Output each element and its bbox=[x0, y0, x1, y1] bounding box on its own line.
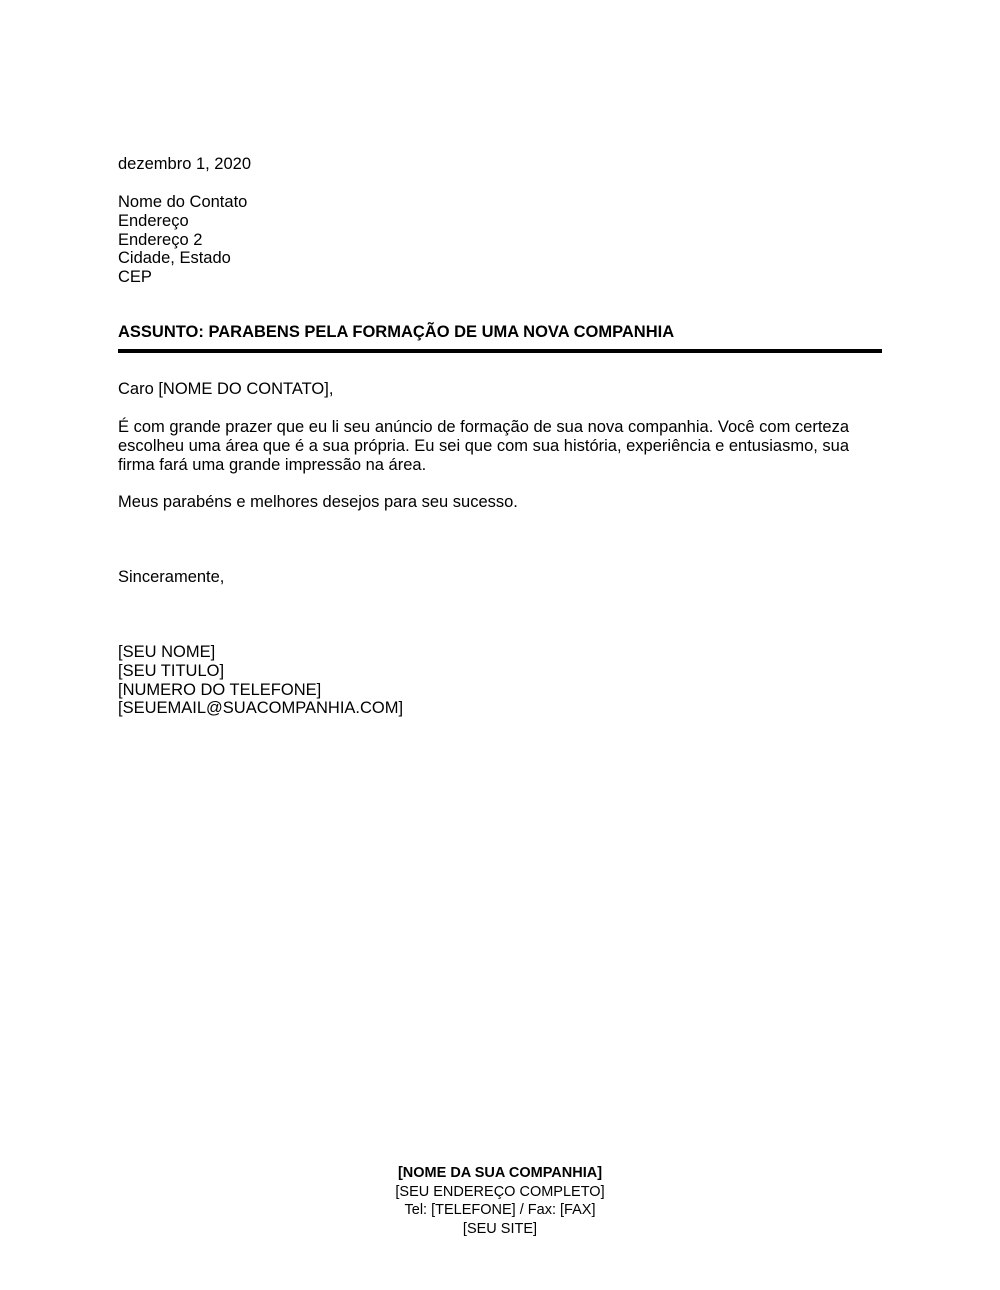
subject-divider bbox=[118, 349, 882, 353]
footer-address: [SEU ENDEREÇO COMPLETO] bbox=[395, 1183, 605, 1200]
salutation bbox=[118, 380, 882, 399]
paragraph-text: Meus parabéns e melhores desejos para seu sucesso. bbox=[118, 493, 518, 511]
date-text: dezembro 1, 2020 bbox=[118, 155, 252, 173]
recipient-block bbox=[118, 193, 882, 287]
signature-name: [SEU NOME] bbox=[118, 643, 216, 661]
paragraph-text: É com grande prazer que eu li seu anúncio de formação de sua nova companhia. Você com certeza escolheu uma área que é a sua própria. Eu sei que com sua história, experiência e entusiasmo, sua firma fará uma grande impressão na área. bbox=[118, 418, 850, 474]
signature-block bbox=[118, 643, 882, 718]
letter-footer bbox=[0, 1164, 1000, 1238]
footer-contact: Tel: [TELEFONE] / Fax: [FAX] bbox=[404, 1202, 596, 1219]
recipient-city-state: Cidade, Estado bbox=[118, 249, 231, 268]
closing bbox=[118, 568, 882, 587]
letter-date bbox=[118, 155, 882, 174]
recipient-address2: Endereço 2 bbox=[118, 230, 203, 249]
footer-site: [SEU SITE] bbox=[462, 1220, 538, 1237]
body-paragraph-2 bbox=[118, 493, 882, 512]
signature-title: [SEU TITULO] bbox=[118, 661, 225, 680]
recipient-name: Nome do Contato bbox=[118, 193, 248, 211]
signature-phone: [NUMERO DO TELEFONE] bbox=[118, 680, 322, 699]
subject-text: ASSUNTO: PARABENS PELA FORMAÇÃO DE UMA NOVA COMPANHIA bbox=[118, 323, 675, 341]
footer-company: [NOME DA SUA COMPANHIA] bbox=[397, 1165, 603, 1181]
body-paragraph-1 bbox=[118, 418, 882, 474]
subject-line bbox=[118, 323, 882, 342]
closing-text: Sinceramente, bbox=[118, 568, 225, 586]
recipient-zip: CEP bbox=[118, 268, 152, 287]
signature-email: [SEUEMAIL@SUACOMPANHIA.COM] bbox=[118, 699, 404, 718]
salutation-text: Caro [NOME DO CONTATO], bbox=[118, 380, 334, 398]
recipient-address1: Endereço bbox=[118, 211, 189, 230]
